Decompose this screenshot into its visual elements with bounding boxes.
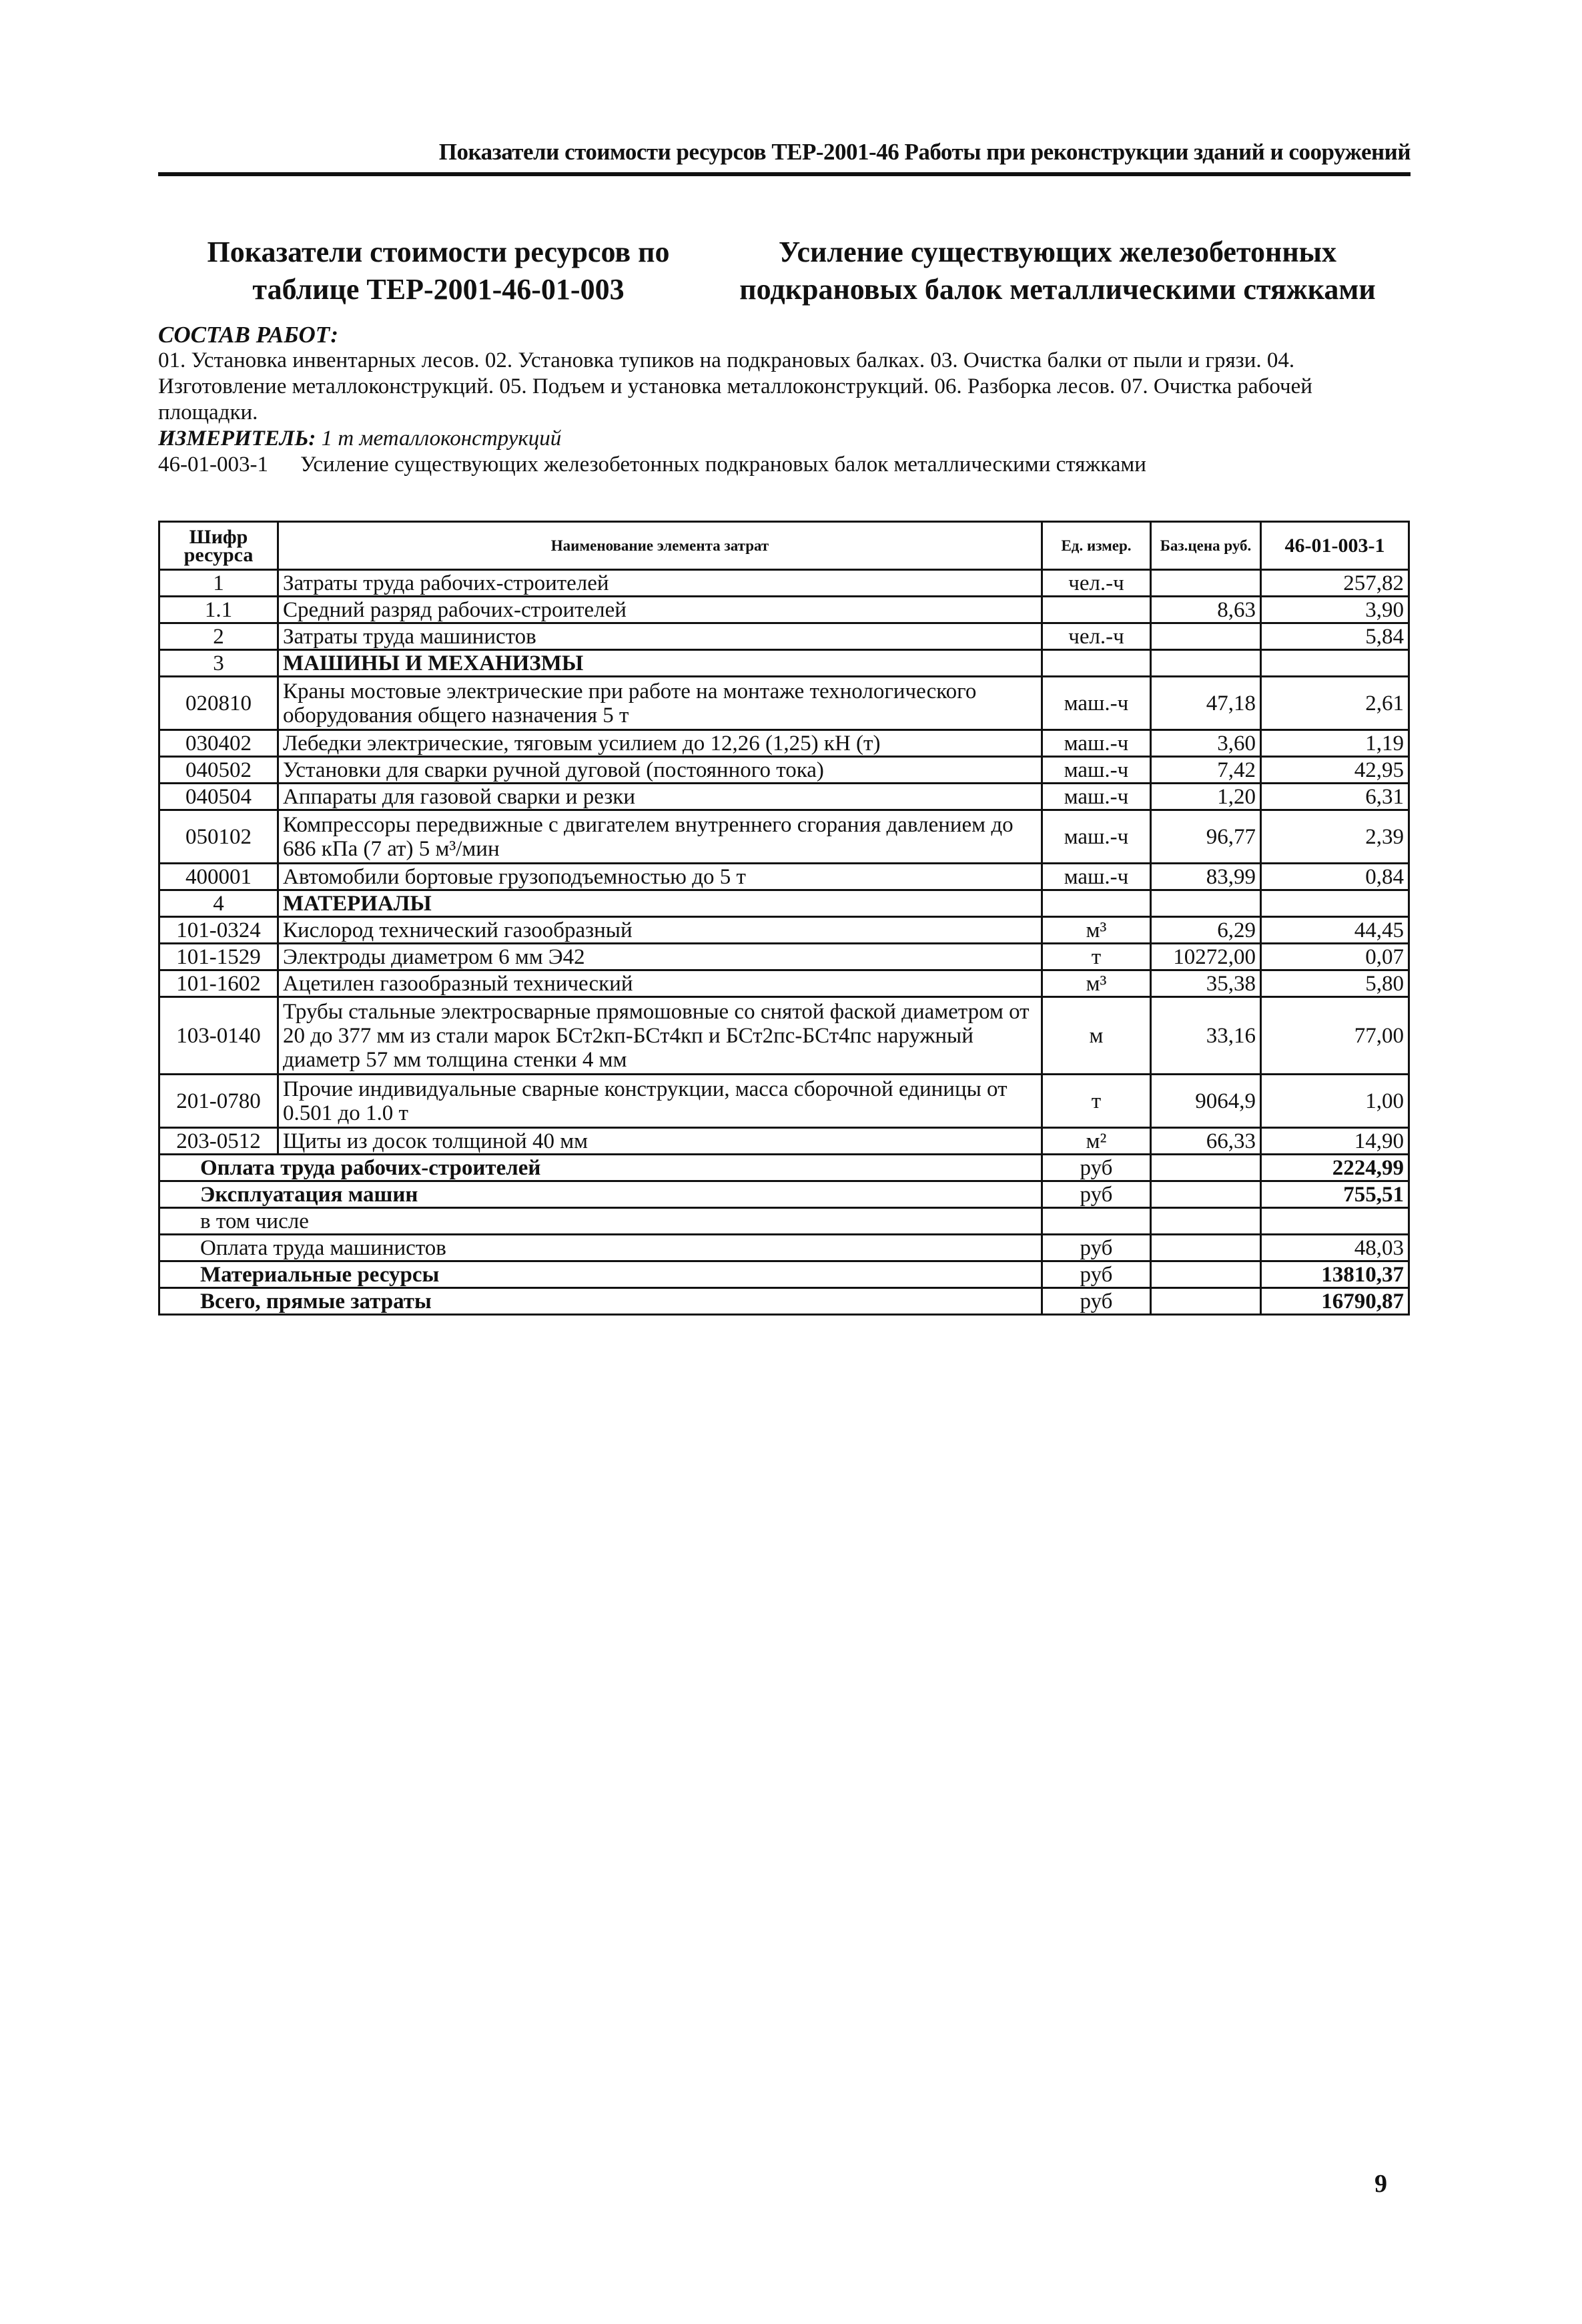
- cell-unit: [1042, 597, 1151, 623]
- summary-price-empty: [1151, 1235, 1261, 1261]
- cell-price: 33,16: [1151, 997, 1261, 1075]
- header-name: Наименование элемента затрат: [278, 522, 1042, 570]
- header-code: Шифр ресурса: [159, 522, 278, 570]
- title-right: Усиление существующих железобетонных подкрановых балок металлическими стяжками: [739, 236, 1376, 306]
- cell-value: 2,39: [1261, 810, 1409, 864]
- cell-name: Средний разряд рабочих-строителей: [278, 597, 1042, 623]
- cell-unit: м²: [1042, 1128, 1151, 1155]
- cell-price: [1151, 623, 1261, 650]
- summary-row: [159, 1261, 1409, 1288]
- summary-unit: руб: [1042, 1155, 1151, 1181]
- table-row: [159, 623, 1409, 650]
- cell-price: 6,29: [1151, 917, 1261, 944]
- cell-value: 3,90: [1261, 597, 1409, 623]
- cell-unit: маш.-ч: [1042, 784, 1151, 810]
- cell-name: Аппараты для газовой сварки и резки: [278, 784, 1042, 810]
- header-value: 46-01-003-1: [1261, 522, 1409, 570]
- table-body: [159, 570, 1409, 1315]
- cell-name: Затраты труда машинистов: [278, 623, 1042, 650]
- cell-unit: маш.-ч: [1042, 810, 1151, 864]
- meter-value: 1 т металлоконструкций: [321, 426, 562, 451]
- summary-value: 2224,99: [1261, 1155, 1409, 1181]
- cell-value: 77,00: [1261, 997, 1409, 1075]
- cell-price: 96,77: [1151, 810, 1261, 864]
- work-composition: [158, 322, 1411, 478]
- table-row: [159, 890, 1409, 917]
- table-row: [159, 597, 1409, 623]
- cell-price: [1151, 570, 1261, 597]
- table-row: [159, 997, 1409, 1075]
- table-row: [159, 650, 1409, 677]
- summary-price-empty: [1151, 1288, 1261, 1315]
- table-header-row: [159, 522, 1409, 570]
- cell-unit: маш.-ч: [1042, 677, 1151, 730]
- cell-name: Краны мостовые электрические при работе на монтаже технологического оборудования общего назначения 5 т: [278, 677, 1042, 730]
- code-line-text: Усиление существующих железобетонных подкрановых балок металлическими стяжками: [300, 453, 1146, 477]
- summary-price-empty: [1151, 1208, 1261, 1235]
- cell-code: 101-1602: [159, 970, 278, 997]
- summary-name: Материальные ресурсы: [159, 1261, 1042, 1288]
- cell-code: 2: [159, 623, 278, 650]
- cell-unit: маш.-ч: [1042, 864, 1151, 890]
- cell-price: 3,60: [1151, 730, 1261, 757]
- cell-unit: м: [1042, 997, 1151, 1075]
- meter-label: ИЗМЕРИТЕЛЬ:: [158, 426, 316, 451]
- cell-value: 14,90: [1261, 1128, 1409, 1155]
- cell-value: 42,95: [1261, 757, 1409, 784]
- summary-value: 48,03: [1261, 1235, 1409, 1261]
- cell-code: 040504: [159, 784, 278, 810]
- cell-value: 6,31: [1261, 784, 1409, 810]
- table-row: [159, 970, 1409, 997]
- summary-value: 13810,37: [1261, 1261, 1409, 1288]
- table-row: [159, 677, 1409, 730]
- summary-name: Эксплуатация машин: [159, 1181, 1042, 1208]
- cell-name: Затраты труда рабочих-строителей: [278, 570, 1042, 597]
- cell-value: [1261, 650, 1409, 677]
- cell-price: [1151, 890, 1261, 917]
- cell-name: Компрессоры передвижные с двигателем внутреннего сгорания давлением до 686 кПа (7 ат) 5 м³/мин: [278, 810, 1042, 864]
- cell-unit: т: [1042, 944, 1151, 970]
- cell-price: 35,38: [1151, 970, 1261, 997]
- cell-name: Электроды диаметром 6 мм Э42: [278, 944, 1042, 970]
- table-row: [159, 1128, 1409, 1155]
- work-text: 01. Установка инвентарных лесов. 02. Установка тупиков на подкрановых балках. 03. Очистка балки от пыли и грязи. 04. Изготовление металлоконструкций. 05. Подъем и установка металлоконструкций. 06. Разборка лесов. 07. Очистка рабочей площадки.: [158, 348, 1312, 424]
- cell-unit: м³: [1042, 970, 1151, 997]
- code-line: [158, 452, 1411, 478]
- summary-value: 755,51: [1261, 1181, 1409, 1208]
- summary-price-empty: [1151, 1155, 1261, 1181]
- code-line-code: 46-01-003-1: [158, 453, 268, 477]
- cell-price: 9064,9: [1151, 1075, 1261, 1128]
- cell-value: 1,19: [1261, 730, 1409, 757]
- cell-name: Ацетилен газообразный технический: [278, 970, 1042, 997]
- cell-code: 203-0512: [159, 1128, 278, 1155]
- cell-name: Прочие индивидуальные сварные конструкции, масса сборочной единицы от 0.501 до 1.0 т: [278, 1075, 1042, 1128]
- summary-row: [159, 1181, 1409, 1208]
- cell-code: 201-0780: [159, 1075, 278, 1128]
- cell-value: [1261, 890, 1409, 917]
- cell-unit: чел.-ч: [1042, 623, 1151, 650]
- cell-value: 257,82: [1261, 570, 1409, 597]
- cell-price: 47,18: [1151, 677, 1261, 730]
- cell-code: 101-1529: [159, 944, 278, 970]
- cell-value: 5,84: [1261, 623, 1409, 650]
- cell-value: 5,80: [1261, 970, 1409, 997]
- summary-unit: руб: [1042, 1235, 1151, 1261]
- summary-price-empty: [1151, 1261, 1261, 1288]
- summary-unit: [1042, 1208, 1151, 1235]
- cell-unit: т: [1042, 1075, 1151, 1128]
- cell-name: Автомобили бортовые грузоподъемностью до 5 т: [278, 864, 1042, 890]
- cell-code: 050102: [159, 810, 278, 864]
- work-heading: СОСТАВ РАБОТ:: [158, 322, 339, 348]
- cell-name: Кислород технический газообразный: [278, 917, 1042, 944]
- summary-price-empty: [1151, 1181, 1261, 1208]
- cell-code: 3: [159, 650, 278, 677]
- page-number: 9: [1374, 2170, 1387, 2198]
- header-price: Баз.цена руб.: [1151, 522, 1261, 570]
- running-header: Показатели стоимости ресурсов ТЕР-2001-46 Работы при реконструкции зданий и сооружений: [438, 139, 1411, 165]
- cell-price: 8,63: [1151, 597, 1261, 623]
- cell-value: 0,07: [1261, 944, 1409, 970]
- meter-line: [158, 426, 1411, 452]
- cell-code: 400001: [159, 864, 278, 890]
- summary-unit: руб: [1042, 1261, 1151, 1288]
- table-row: [159, 570, 1409, 597]
- cell-unit: маш.-ч: [1042, 757, 1151, 784]
- cell-name: Лебедки электрические, тяговым усилием до 12,26 (1,25) кН (т): [278, 730, 1042, 757]
- summary-value: [1261, 1208, 1409, 1235]
- table-row: [159, 730, 1409, 757]
- cell-unit: [1042, 650, 1151, 677]
- cell-price: 66,33: [1151, 1128, 1261, 1155]
- cell-unit: чел.-ч: [1042, 570, 1151, 597]
- cell-name: Щиты из досок толщиной 40 мм: [278, 1128, 1042, 1155]
- cell-price: [1151, 650, 1261, 677]
- cell-code: 030402: [159, 730, 278, 757]
- cell-name: МАШИНЫ И МЕХАНИЗМЫ: [278, 650, 1042, 677]
- cell-value: 2,61: [1261, 677, 1409, 730]
- cell-unit: маш.-ч: [1042, 730, 1151, 757]
- cell-value: 0,84: [1261, 864, 1409, 890]
- cell-price: 10272,00: [1151, 944, 1261, 970]
- summary-unit: руб: [1042, 1288, 1151, 1315]
- summary-name: Оплата труда машинистов: [159, 1235, 1042, 1261]
- cell-price: 83,99: [1151, 864, 1261, 890]
- summary-row: [159, 1288, 1409, 1315]
- cell-code: 020810: [159, 677, 278, 730]
- table-row: [159, 810, 1409, 864]
- summary-unit: руб: [1042, 1181, 1151, 1208]
- cell-code: 103-0140: [159, 997, 278, 1075]
- cell-price: 1,20: [1151, 784, 1261, 810]
- cell-name: Трубы стальные электросварные прямошовные со снятой фаской диаметром от 20 до 377 мм из стали марок БСт2кп-БСт4кп и БСт2пс-БСт4пс наружный диаметр 57 мм толщина стенки 4 мм: [278, 997, 1042, 1075]
- cost-table: [158, 521, 1410, 1316]
- cell-name: Установки для сварки ручной дуговой (постоянного тока): [278, 757, 1042, 784]
- cell-code: 4: [159, 890, 278, 917]
- summary-name: в том числе: [159, 1208, 1042, 1235]
- cell-price: 7,42: [1151, 757, 1261, 784]
- cell-code: 1: [159, 570, 278, 597]
- cell-code: 101-0324: [159, 917, 278, 944]
- cell-value: 1,00: [1261, 1075, 1409, 1128]
- summary-name: Оплата труда рабочих-строителей: [159, 1155, 1042, 1181]
- table-row: [159, 784, 1409, 810]
- summary-row: [159, 1155, 1409, 1181]
- header-rule: [158, 172, 1411, 176]
- cell-unit: м³: [1042, 917, 1151, 944]
- title-left: Показатели стоимости ресурсов по таблице ТЕР-2001-46-01-003: [207, 236, 670, 306]
- cell-value: 44,45: [1261, 917, 1409, 944]
- summary-name: Всего, прямые затраты: [159, 1288, 1042, 1315]
- table-row: [159, 917, 1409, 944]
- table-row: [159, 944, 1409, 970]
- cell-unit: [1042, 890, 1151, 917]
- cell-name: МАТЕРИАЛЫ: [278, 890, 1042, 917]
- table-row: [159, 1075, 1409, 1128]
- table-row: [159, 864, 1409, 890]
- table-row: [159, 757, 1409, 784]
- cell-code: 1.1: [159, 597, 278, 623]
- summary-row: [159, 1235, 1409, 1261]
- summary-value: 16790,87: [1261, 1288, 1409, 1315]
- header-unit: Ед. измер.: [1042, 522, 1151, 570]
- cell-code: 040502: [159, 757, 278, 784]
- summary-row: [159, 1208, 1409, 1235]
